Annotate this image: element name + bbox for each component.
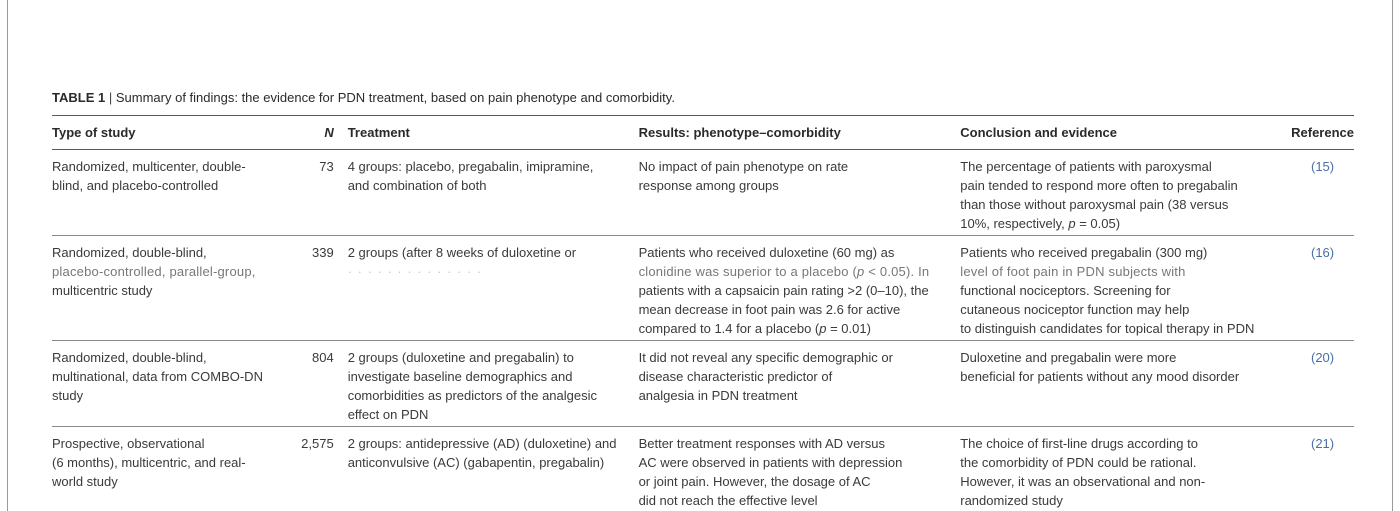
text-line: the comorbidity of PDN could be rational. — [960, 455, 1197, 470]
findings-table — [52, 115, 1354, 511]
p-variable: p — [819, 321, 827, 336]
cell-reference[interactable]: (21) — [1291, 427, 1354, 511]
cell-results — [639, 341, 961, 427]
text-line: placebo-controlled, parallel-group, — [52, 264, 256, 279]
text-line: It did not reveal any specific demographic or — [638, 350, 893, 365]
text-line: functional nociceptors. Screening for — [960, 283, 1171, 298]
page-right-border — [1392, 0, 1393, 511]
text-line: disease characteristic predictor of — [638, 369, 833, 384]
text-line: Randomized, multicenter, double- — [52, 159, 246, 174]
text-line: The percentage of patients with paroxysmal — [960, 159, 1212, 174]
table-row — [52, 236, 1354, 341]
text-line — [639, 262, 947, 281]
text-line: Patients who received pregabalin (300 mg) — [960, 245, 1208, 260]
table-row — [52, 341, 1354, 427]
text-fragment: compared to 1.4 for a placebo ( — [638, 321, 820, 336]
text-line: randomized study — [960, 493, 1063, 508]
text-line: Randomized, double-blind, — [52, 350, 207, 365]
cell-results — [639, 150, 961, 236]
text-line: effect on PDN — [347, 407, 429, 422]
text-line: investigate baseline demographics and — [347, 369, 573, 384]
text-line: level of foot pain in PDN subjects with — [960, 264, 1186, 279]
text-line: to distinguish candidates for topical therapy in PDN — [960, 321, 1255, 336]
table-header-row — [52, 116, 1354, 150]
p-variable: p — [857, 264, 865, 279]
text-line: multicentric study — [52, 283, 153, 298]
text-line-faint: · · · · · · · · · · · · · · — [347, 264, 483, 279]
text-line: than those without paroxysmal pain (38 versus — [960, 197, 1229, 212]
header-n: N — [299, 116, 348, 150]
cell-type-of-study — [52, 341, 299, 427]
cell-results — [639, 427, 961, 511]
table-caption — [52, 90, 675, 105]
cell-conclusion — [960, 150, 1291, 236]
header-type-of-study: Type of study — [52, 116, 299, 150]
text-line: AC were observed in patients with depression — [638, 455, 903, 470]
text-line: blind, and placebo-controlled — [52, 178, 219, 193]
cell-n: 804 — [299, 341, 348, 427]
text-line: 2 groups: antidepressive (AD) (duloxetine) and — [347, 436, 617, 451]
text-line: response among groups — [638, 178, 779, 193]
text-line: 2 groups (after 8 weeks of duloxetine or — [347, 245, 577, 260]
cell-type-of-study — [52, 150, 299, 236]
cell-results — [639, 236, 961, 341]
cell-reference[interactable]: (20) — [1291, 341, 1354, 427]
table-label: TABLE 1 — [52, 90, 106, 105]
text-line: Better treatment responses with AD versus — [638, 436, 885, 451]
caption-text: Summary of findings: the evidence for PDN treatment, based on pain phenotype and comorbidity. — [115, 90, 675, 105]
text-line: and combination of both — [347, 178, 487, 193]
text-line: 4 groups: placebo, pregabalin, imipramine, — [347, 159, 594, 174]
cell-conclusion — [960, 427, 1291, 511]
text-line: multinational, data from COMBO-DN — [52, 369, 263, 384]
text-line: anticonvulsive (AC) (gabapentin, pregabalin) — [347, 455, 605, 470]
text-fragment: 10%, respectively, — [960, 216, 1069, 231]
cell-conclusion — [960, 341, 1291, 427]
text-line: Prospective, observational — [52, 436, 205, 451]
text-line: 2 groups (duloxetine and pregabalin) to — [347, 350, 574, 365]
text-line — [960, 214, 1277, 233]
caption-separator: | — [108, 90, 113, 105]
cell-treatment — [348, 427, 639, 511]
cell-treatment — [348, 236, 639, 341]
text-line: However, it was an observational and non- — [960, 474, 1206, 489]
p-variable: p — [1068, 216, 1076, 231]
cell-treatment — [348, 341, 639, 427]
text-fragment: clonidine was superior to a placebo ( — [638, 264, 857, 279]
text-line: No impact of pain phenotype on rate — [638, 159, 849, 174]
cell-n: 339 — [299, 236, 348, 341]
cell-type-of-study — [52, 236, 299, 341]
text-fragment: < 0.05). In — [864, 264, 930, 279]
text-line: study — [52, 388, 84, 403]
header-treatment: Treatment — [348, 116, 639, 150]
text-line: patients with a capsaicin pain rating >2 (0–10), the — [638, 283, 929, 298]
table-row — [52, 150, 1354, 236]
header-results: Results: phenotype–comorbidity — [639, 116, 961, 150]
text-line — [639, 319, 947, 338]
cell-n: 2,575 — [299, 427, 348, 511]
header-conclusion: Conclusion and evidence — [960, 116, 1291, 150]
text-line: Patients who received duloxetine (60 mg) as — [638, 245, 895, 260]
page-left-border — [7, 0, 8, 511]
text-line: Randomized, double-blind, — [52, 245, 207, 260]
text-line: Duloxetine and pregabalin were more — [960, 350, 1177, 365]
text-line: did not reach the effective level — [638, 493, 818, 508]
text-line: or joint pain. However, the dosage of AC — [638, 474, 871, 489]
text-fragment: = 0.05) — [1075, 216, 1121, 231]
text-fragment: = 0.01) — [826, 321, 871, 336]
cell-reference[interactable]: (16) — [1291, 236, 1354, 341]
text-line: cutaneous nociceptor function may help — [960, 302, 1190, 317]
text-line: mean decrease in foot pain was 2.6 for active — [638, 302, 901, 317]
cell-n: 73 — [299, 150, 348, 236]
text-line: world study — [52, 474, 118, 489]
text-line: comorbidities as predictors of the analgesic — [347, 388, 597, 403]
cell-reference[interactable]: (15) — [1291, 150, 1354, 236]
cell-type-of-study — [52, 427, 299, 511]
text-line: pain tended to respond more often to pregabalin — [960, 178, 1238, 193]
cell-conclusion — [960, 236, 1291, 341]
text-line: analgesia in PDN treatment — [638, 388, 798, 403]
cell-treatment — [348, 150, 639, 236]
text-line: The choice of first-line drugs according to — [960, 436, 1198, 451]
text-line: (6 months), multicentric, and real- — [52, 455, 246, 470]
header-reference: Reference — [1291, 116, 1354, 150]
table-row — [52, 427, 1354, 511]
text-line: beneficial for patients without any mood disorder — [960, 369, 1240, 384]
